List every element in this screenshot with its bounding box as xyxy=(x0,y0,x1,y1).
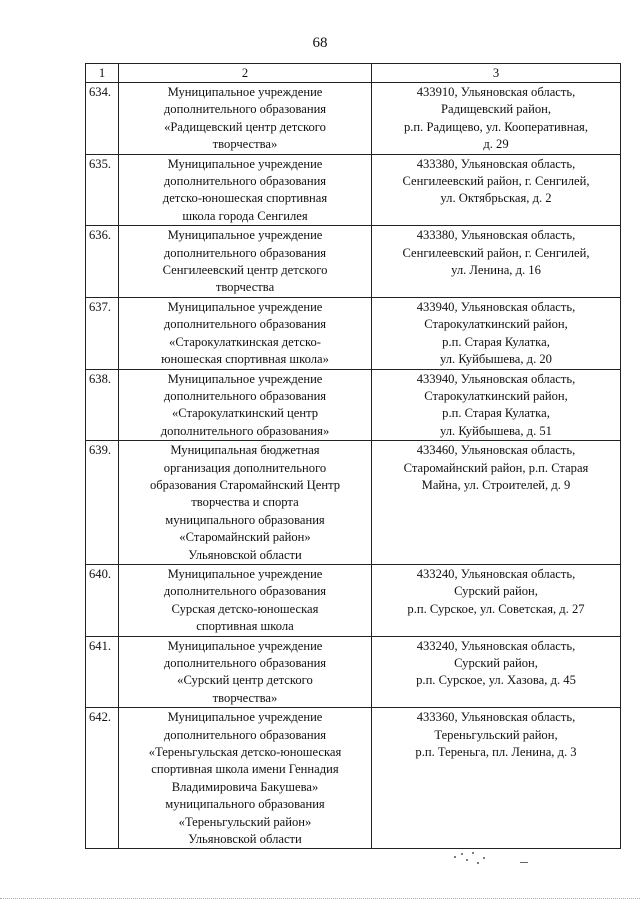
organization-address: 433380, Ульяновская область, Сенгилеевский район, г. Сенгилей, ул. Ленина, д. 16 xyxy=(372,226,621,298)
organization-name: Муниципальная бюджетная организация дополнительного образования Старомайнский Центр творчества и спорта муниципального образования «Старомайнский район» Ульяновской области xyxy=(119,441,372,565)
organization-name: Муниципальное учреждение дополнительного образования Сурская детско-юношеская спортивная школа xyxy=(119,564,372,636)
organization-name: Муниципальное учреждение дополнительного образования детско-юношеская спортивная школа города Сенгилея xyxy=(119,154,372,226)
organization-address: 433240, Ульяновская область, Сурский район, р.п. Сурское, ул. Советская, д. 27 xyxy=(372,564,621,636)
scan-speckle-marks xyxy=(452,850,492,870)
page-number: 68 xyxy=(312,35,328,51)
table-row xyxy=(86,297,621,369)
table-header-row xyxy=(86,64,621,83)
row-number: 640. xyxy=(86,564,119,636)
table-row xyxy=(86,83,621,155)
organization-address: 433940, Ульяновская область, Старокулаткинский район, р.п. Старая Кулатка, ул. Куйбышева, д. 20 xyxy=(372,297,621,369)
table-row xyxy=(86,226,621,298)
table-row xyxy=(86,636,621,708)
table-row xyxy=(86,564,621,636)
column-header-name: 2 xyxy=(119,64,372,83)
organization-name: Муниципальное учреждение дополнительного образования «Сурский центр детского творчества» xyxy=(119,636,372,708)
table-row xyxy=(86,369,621,441)
organization-address: 433910, Ульяновская область, Радищевский район, р.п. Радищево, ул. Кооперативная, д. 29 xyxy=(372,83,621,155)
organization-address: 433380, Ульяновская область, Сенгилеевский район, г. Сенгилей, ул. Октябрьская, д. 2 xyxy=(372,154,621,226)
row-number: 642. xyxy=(86,708,119,849)
organization-name: Муниципальное учреждение дополнительного образования «Тереньгульская детско-юношеская спортивная школа имени Геннадия Владимировича Бакушева» муниципального образования «Тереньгульский район» Ульяновской области xyxy=(119,708,372,849)
table-row xyxy=(86,154,621,226)
table-row xyxy=(86,708,621,849)
organization-address: 433940, Ульяновская область, Старокулаткинский район, р.п. Старая Кулатка, ул. Куйбышева, д. 51 xyxy=(372,369,621,441)
organization-address: 433360, Ульяновская область, Тереньгульский район, р.п. Тереньга, пл. Ленина, д. 3 xyxy=(372,708,621,849)
row-number: 641. xyxy=(86,636,119,708)
row-number: 634. xyxy=(86,83,119,155)
organization-address: 433460, Ульяновская область, Старомайнский район, р.п. Старая Майна, ул. Строителей, д. 9 xyxy=(372,441,621,565)
column-header-number: 1 xyxy=(86,64,119,83)
organization-name: Муниципальное учреждение дополнительного образования «Старокулаткинский центр дополнительного образования» xyxy=(119,369,372,441)
row-number: 637. xyxy=(86,297,119,369)
registry-table xyxy=(85,63,621,849)
table-row xyxy=(86,441,621,565)
column-header-address: 3 xyxy=(372,64,621,83)
row-number: 636. xyxy=(86,226,119,298)
organization-name: Муниципальное учреждение дополнительного образования «Старокулаткинская детско- юношеская спортивная школа» xyxy=(119,297,372,369)
row-number: 635. xyxy=(86,154,119,226)
organization-name: Муниципальное учреждение дополнительного образования Сенгилеевский центр детского творчества xyxy=(119,226,372,298)
scan-bottom-edge xyxy=(0,898,640,900)
row-number: 638. xyxy=(86,369,119,441)
organization-address: 433240, Ульяновская область, Сурский район, р.п. Сурское, ул. Хазова, д. 45 xyxy=(372,636,621,708)
organization-name: Муниципальное учреждение дополнительного образования «Радищевский центр детского творчества» xyxy=(119,83,372,155)
row-number: 639. xyxy=(86,441,119,565)
scan-dash-mark xyxy=(520,862,528,863)
